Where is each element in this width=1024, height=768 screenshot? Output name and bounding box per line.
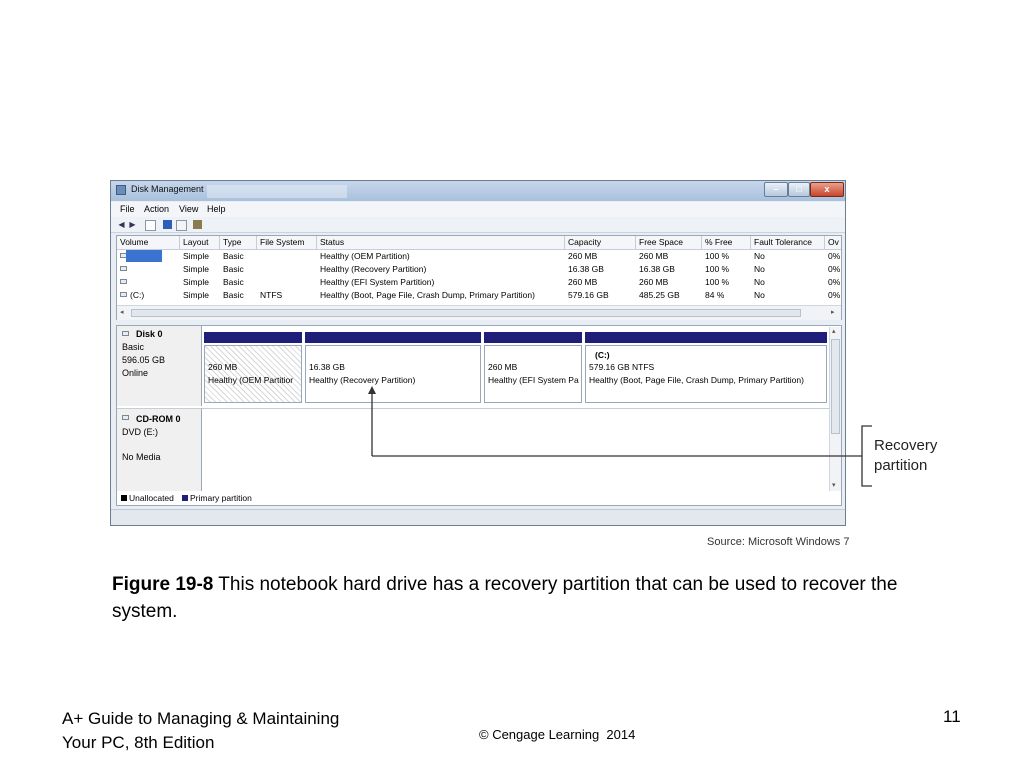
cell-layout: Simple xyxy=(183,264,209,274)
column-header-free-space[interactable]: Free Space xyxy=(635,236,701,249)
cell-capacity: 260 MB xyxy=(568,251,598,261)
legend-primary-partition: Primary partition xyxy=(190,493,252,503)
legend-unallocated: Unallocated xyxy=(129,493,174,503)
disk0-size: 596.05 GB xyxy=(122,355,166,365)
forward-arrow-icon[interactable]: ▶ xyxy=(129,220,136,229)
column-header-overhead[interactable]: Ov xyxy=(824,236,841,249)
minimize-icon: – xyxy=(773,184,779,194)
partition-size: 579.16 GB NTFS xyxy=(589,362,655,372)
column-header-type[interactable]: Type xyxy=(219,236,256,249)
partition-status: Healthy (Boot, Page File, Crash Dump, Primary Partition) xyxy=(589,375,804,385)
disk0-state: Online xyxy=(122,368,149,378)
callout-bracket xyxy=(862,426,872,486)
column-header-percent-free[interactable]: % Free xyxy=(701,236,750,249)
cell-overhead: 0% xyxy=(828,264,841,274)
scroll-up-icon[interactable]: ▴ xyxy=(832,328,836,335)
callout-label: Recovery partition xyxy=(874,437,938,474)
partition-status: Healthy (OEM Partitior xyxy=(208,375,294,385)
cell-free-space: 16.38 GB xyxy=(639,264,675,274)
column-header-fault-tolerance[interactable]: Fault Tolerance xyxy=(750,236,824,249)
footer-copyright: © Cengage Learning 2014 xyxy=(479,727,636,742)
cell-type: Basic xyxy=(223,251,244,261)
column-header-capacity[interactable]: Capacity xyxy=(564,236,635,249)
menu-action[interactable]: Action xyxy=(144,204,170,214)
maximize-icon: □ xyxy=(796,184,802,194)
cell-status: Healthy (Recovery Partition) xyxy=(320,264,427,274)
cell-layout: Simple xyxy=(183,251,209,261)
column-header-file-system[interactable]: File System xyxy=(256,236,316,249)
figure-caption xyxy=(112,571,932,625)
cell-status: Healthy (EFI System Partition) xyxy=(320,277,435,287)
page-number: 11 xyxy=(943,707,961,726)
cell-percent-free: 100 % xyxy=(705,251,730,261)
cell-overhead: 0% xyxy=(828,251,841,261)
cell-overhead: 0% xyxy=(828,277,841,287)
partition-size: 260 MB xyxy=(208,362,238,372)
cell-overhead: 0% xyxy=(828,290,841,300)
cell-type: Basic xyxy=(223,264,244,274)
partition-status: Healthy (Recovery Partition) xyxy=(309,375,416,385)
caption-text: This notebook hard drive has a recovery partition that can be used to recover the system. xyxy=(112,574,898,622)
image-source: Source: Microsoft Windows 7 xyxy=(707,536,850,548)
cell-fault-tolerance: No xyxy=(754,290,765,300)
cell-layout: Simple xyxy=(183,290,209,300)
cell-type: Basic xyxy=(223,277,244,287)
menu-file[interactable]: File xyxy=(120,204,135,214)
footer-title-line1: A+ Guide to Managing & Maintaining xyxy=(62,709,340,728)
cell-free-space: 485.25 GB xyxy=(639,290,680,300)
menu-help[interactable]: Help xyxy=(207,204,226,214)
footer-book-title xyxy=(62,707,339,755)
cell-capacity: 579.16 GB xyxy=(568,290,609,300)
cell-fault-tolerance: No xyxy=(754,264,765,274)
cell-fault-tolerance: No xyxy=(754,251,765,261)
disk0-name: Disk 0 xyxy=(136,329,163,339)
cell-file-system: NTFS xyxy=(260,290,283,300)
column-header-volume[interactable]: Volume xyxy=(120,237,149,247)
cell-percent-free: 84 % xyxy=(705,290,725,300)
cell-percent-free: 100 % xyxy=(705,264,730,274)
cell-type: Basic xyxy=(223,290,244,300)
menu-view[interactable]: View xyxy=(179,204,199,214)
disk0-type: Basic xyxy=(122,342,145,352)
cell-free-space: 260 MB xyxy=(639,251,669,261)
arrowhead-icon xyxy=(368,386,376,394)
cell-layout: Simple xyxy=(183,277,209,287)
cell-status: Healthy (OEM Partition) xyxy=(320,251,410,261)
cell-capacity: 260 MB xyxy=(568,277,598,287)
scroll-left-icon[interactable]: ◂ xyxy=(120,309,124,316)
scroll-down-icon[interactable]: ▾ xyxy=(832,482,836,489)
cell-percent-free: 100 % xyxy=(705,277,730,287)
window-title: Disk Management xyxy=(131,184,204,194)
footer-title-line2: Your PC, 8th Edition xyxy=(62,733,215,752)
cell-fault-tolerance: No xyxy=(754,277,765,287)
figure-number: Figure 19-8 xyxy=(112,574,214,595)
column-header-layout[interactable]: Layout xyxy=(179,236,219,249)
partition-size: 16.38 GB xyxy=(309,362,345,372)
partition-label: (C:) xyxy=(595,350,610,360)
cell-volume: (C:) xyxy=(130,290,145,300)
partition-status: Healthy (EFI System Pa xyxy=(488,375,579,385)
back-arrow-icon[interactable]: ◀ xyxy=(118,220,125,229)
partition-size: 260 MB xyxy=(488,362,518,372)
cdrom0-type: DVD (E:) xyxy=(122,427,158,437)
cell-free-space: 260 MB xyxy=(639,277,669,287)
column-header-status[interactable]: Status xyxy=(316,236,564,249)
cell-status: Healthy (Boot, Page File, Crash Dump, Primary Partition) xyxy=(320,290,535,300)
scroll-right-icon[interactable]: ▸ xyxy=(831,309,835,316)
cdrom0-name: CD-ROM 0 xyxy=(136,414,181,424)
cell-capacity: 16.38 GB xyxy=(568,264,604,274)
cdrom0-state: No Media xyxy=(122,452,161,462)
close-icon: x xyxy=(824,184,830,194)
